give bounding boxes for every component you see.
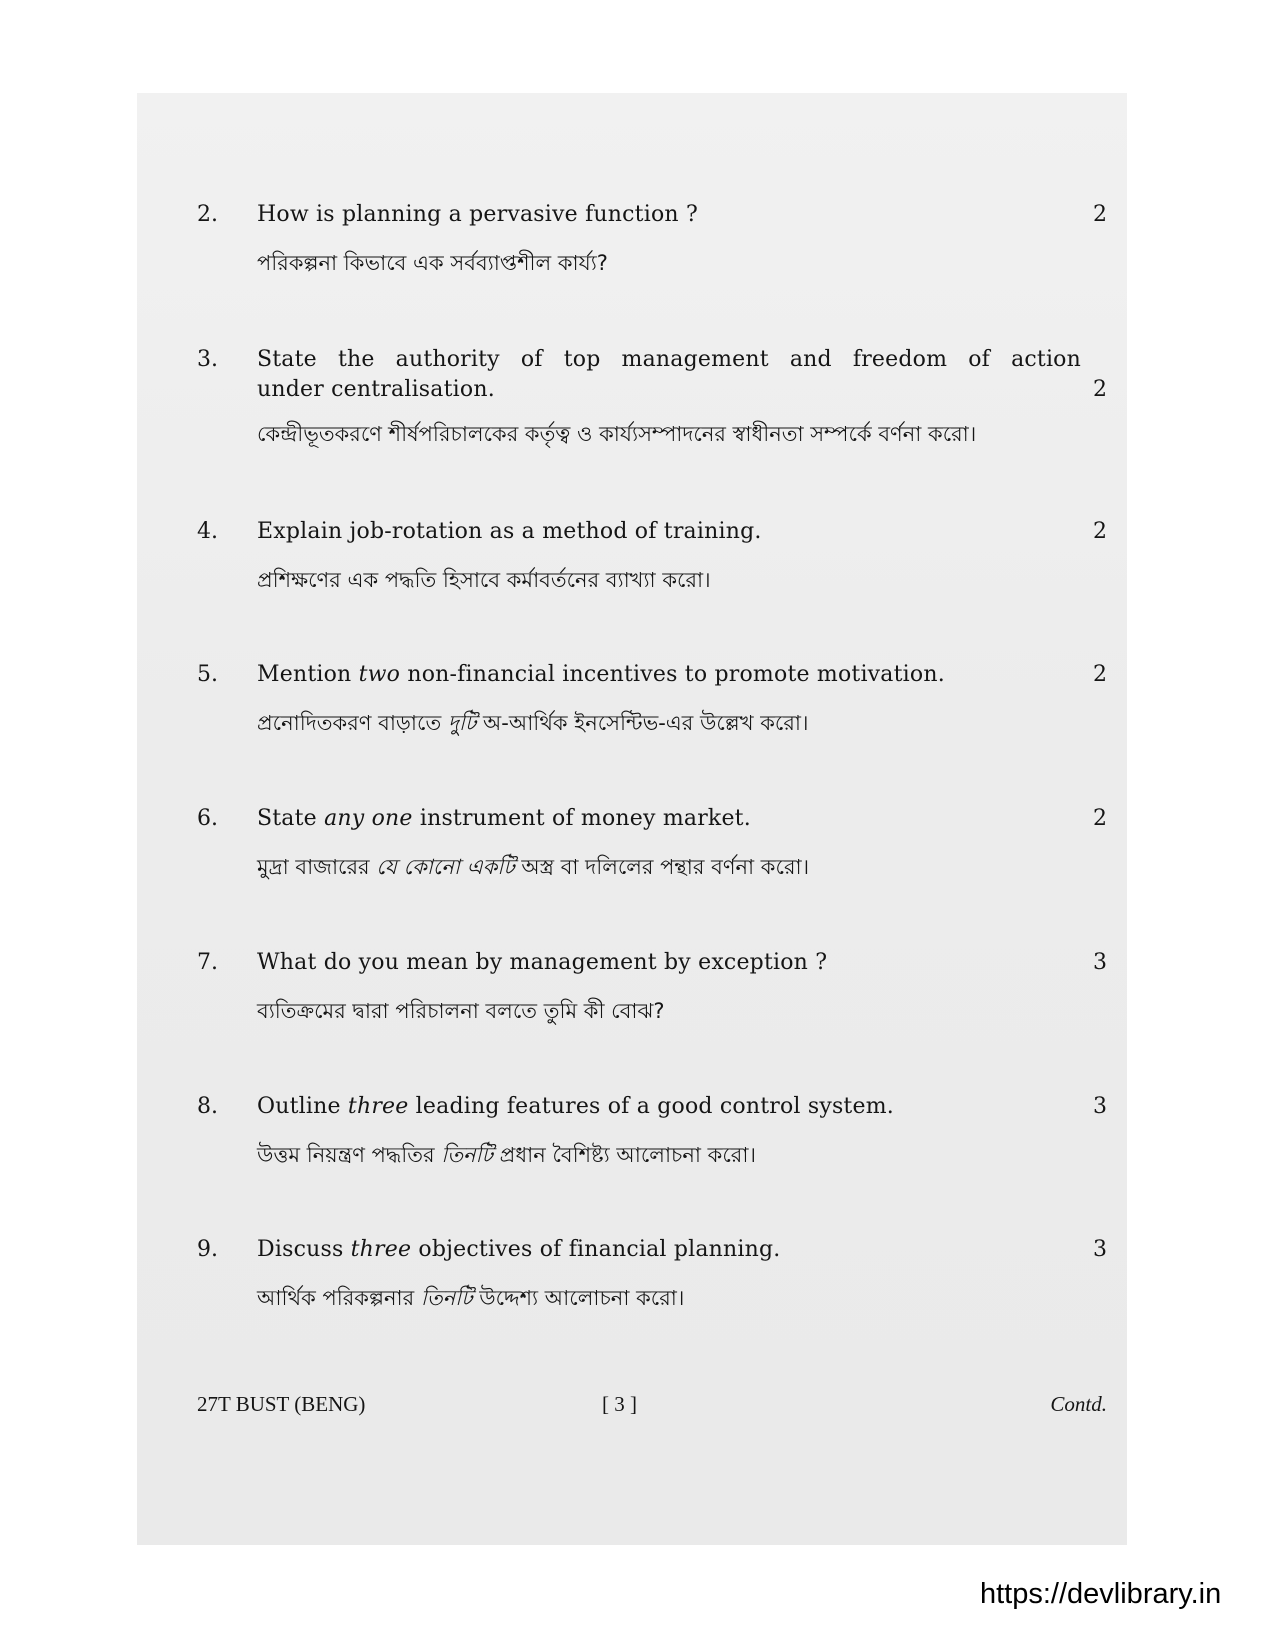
question-4 bbox=[197, 517, 1107, 595]
question-text-bengali: প্রশিক্ষণের এক পদ্ধতি হিসাবে কর্মাবর্তনের ব্যাখ্যা করো। bbox=[257, 568, 711, 592]
question-number: 6. bbox=[197, 806, 218, 831]
question-text-bengali: পরিকল্পনা কিভাবে এক সর্বব্যাপ্তশীল কার্য্য? bbox=[257, 251, 608, 275]
page-footer bbox=[197, 1392, 1107, 1417]
question-text-bengali: মুদ্রা বাজারের যে কোনো একটি অস্ত্র বা দলিলের পন্থার বর্ণনা করো। bbox=[257, 855, 810, 879]
question-6 bbox=[197, 804, 1107, 882]
question-marks: 2 bbox=[1093, 519, 1107, 544]
question-text-english-line-1: State the authority of top management and freedom of action bbox=[257, 347, 1081, 372]
question-7 bbox=[197, 948, 1107, 1026]
question-8 bbox=[197, 1092, 1107, 1170]
question-number: 8. bbox=[197, 1094, 218, 1119]
paper-code: 27T BUST (BENG) bbox=[197, 1392, 366, 1416]
question-number: 9. bbox=[197, 1237, 218, 1262]
question-marks: 3 bbox=[1093, 1094, 1107, 1119]
question-text-bengali: উত্তম নিয়ন্ত্রণ পদ্ধতির তিনটি প্রধান বৈশিষ্ট্য আলোচনা করো। bbox=[257, 1143, 756, 1167]
question-3 bbox=[197, 345, 1107, 449]
question-text-bengali: কেন্দ্রীভূতকরণে শীর্ষপরিচালকের কর্তৃত্ব ও কার্য্যসম্পাদনের স্বাধীনতা সম্পর্কে বর্ণনা করো। bbox=[257, 422, 977, 446]
question-text-bengali: আর্থিক পরিকল্পনার তিনটি উদ্দেশ্য আলোচনা করো। bbox=[257, 1286, 685, 1310]
question-marks: 2 bbox=[1093, 806, 1107, 831]
question-number: 5. bbox=[197, 662, 218, 687]
question-9 bbox=[197, 1235, 1107, 1313]
question-2 bbox=[197, 200, 1107, 278]
question-text-english-line-2: under centralisation. bbox=[257, 377, 495, 402]
question-text-english: Outline three leading features of a good control system. bbox=[257, 1094, 894, 1119]
site-url: https://devlibrary.in bbox=[980, 1578, 1222, 1610]
question-marks: 3 bbox=[1093, 950, 1107, 975]
question-marks: 2 bbox=[1093, 377, 1107, 402]
question-text-bengali: প্রনোদিতকরণ বাড়াতে দুটি অ-আর্থিক ইনসেন্টিভ-এর উল্লেখ করো। bbox=[257, 711, 809, 735]
question-text-bengali: ব্যতিক্রমের দ্বারা পরিচালনা বলতে তুমি কী বোঝ? bbox=[257, 999, 665, 1023]
question-marks: 2 bbox=[1093, 662, 1107, 687]
question-5 bbox=[197, 660, 1107, 738]
question-number: 4. bbox=[197, 519, 218, 544]
question-text-english: What do you mean by management by exception ? bbox=[257, 950, 828, 975]
question-marks: 3 bbox=[1093, 1237, 1107, 1262]
question-text-english: How is planning a pervasive function ? bbox=[257, 202, 698, 227]
question-number: 2. bbox=[197, 202, 218, 227]
page-number: [ 3 ] bbox=[602, 1392, 637, 1416]
question-marks: 2 bbox=[1093, 202, 1107, 227]
question-text-english: Explain job-rotation as a method of training. bbox=[257, 519, 762, 544]
question-number: 7. bbox=[197, 950, 218, 975]
question-text-english: Discuss three objectives of financial planning. bbox=[257, 1237, 781, 1262]
question-number: 3. bbox=[197, 347, 218, 372]
continued-label: Contd. bbox=[1050, 1392, 1107, 1416]
question-text-english: Mention two non-financial incentives to promote motivation. bbox=[257, 662, 945, 687]
question-text-english: State any one instrument of money market. bbox=[257, 806, 751, 831]
